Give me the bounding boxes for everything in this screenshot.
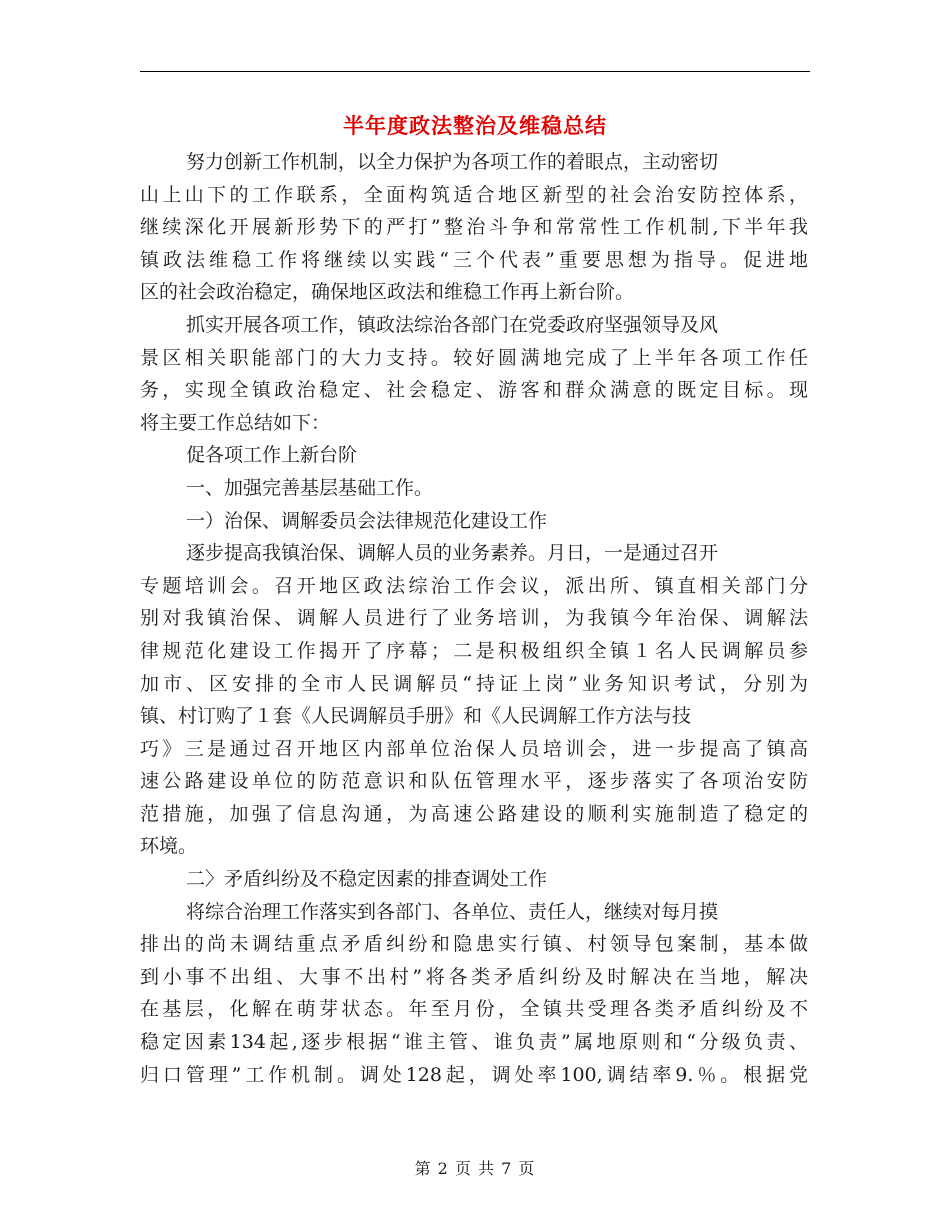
body-line: 镇、村订购了１套《人民调解员手册》和《人民调解工作方法与技 (140, 705, 692, 728)
body-line: 律规范化建设工作揭开了序幕；二是积极组织全镇１名人民调解员参 (140, 639, 808, 662)
body-line: 景区相关职能部门的大力支持。较好圆满地完成了上半年各项工作任 (140, 346, 808, 369)
body-line: 努力创新工作机制，以全力保护为各项工作的着眼点，主动密切 (186, 151, 719, 173)
body-line: 在基层，化解在萌芽状态。年至月份，全镇共受理各类矛盾纠纷及不 (140, 998, 808, 1021)
body-line: 抓实开展各项工作，镇政法综治各部门在党委政府坚强领导及风 (186, 313, 719, 336)
document-body (140, 146, 808, 1091)
body-line: 环境。 (140, 835, 198, 858)
body-line: 别对我镇治保、调解人员进行了业务培训，为我镇今年治保、调解法 (140, 607, 808, 630)
body-line: 归口管理”工作机制。调处128起，调处率100,调结率9.％。根据党 (140, 1063, 808, 1086)
body-line: 排出的尚未调结重点矛盾纠纷和隐患实行镇、村领导包案制，基本做 (140, 933, 808, 956)
header-rule (140, 71, 810, 72)
body-line: 稳定因素134起,逐步根据“谁主管、谁负责”属地原则和“分级负责、 (140, 1031, 808, 1054)
body-line: 务，实现全镇政治稳定、社会稳定、游客和群众满意的既定目标。现 (140, 379, 808, 402)
document-title: 半年度政法整治及维稳总结 (343, 113, 607, 138)
body-line: 范措施，加强了信息沟通，为高速公路建设的顺利实施制造了稳定的 (140, 802, 808, 825)
body-line: 到小事不出组、大事不出村”将各类矛盾纠纷及时解决在当地，解决 (140, 965, 808, 988)
body-line: 专题培训会。召开地区政法综治工作会议，派出所、镇直相关部门分 (140, 574, 808, 597)
body-line: 镇政法维稳工作将继续以实践“三个代表”重要思想为指导。促进地 (140, 248, 808, 271)
section-heading: 一、加强完善基层基础工作。 (186, 476, 434, 499)
body-line: 继续深化开展新形势下的严打”整治斗争和常常性工作机制,下半年我 (140, 216, 808, 239)
body-line: 将主要工作总结如下： (140, 411, 331, 434)
subsection-heading: 二〉矛盾纠纷及不稳定因素的排查调处工作 (186, 868, 548, 891)
body-line: 将综合治理工作落实到各部门、各单位、责任人，继续对每月摸 (186, 900, 719, 923)
page-number-footer: 第 2 页 共 7 页 (414, 1159, 536, 1178)
subsection-heading: 一）治保、调解委员会法律规范化建设工作 (186, 509, 548, 532)
body-line: 区的社会政治稳定，确保地区政法和维稳工作再上新台阶。 (140, 281, 635, 304)
body-line: 逐步提高我镇治保、调解人员的业务素养。月日，一是通过召开 (186, 542, 719, 565)
body-line: 速公路建设单位的防范意识和队伍管理水平，逐步落实了各项治安防 (140, 770, 808, 793)
body-line: 山上山下的工作联系，全面构筑适合地区新型的社会治安防控体系， (140, 183, 808, 206)
body-line: 巧》三是通过召开地区内部单位治保人员培训会，进一步提高了镇高 (140, 737, 808, 760)
body-line: 加市、区安排的全市人民调解员“持证上岗”业务知识考试，分别为 (140, 672, 808, 695)
section-heading: 促各项工作上新台阶 (186, 444, 358, 467)
